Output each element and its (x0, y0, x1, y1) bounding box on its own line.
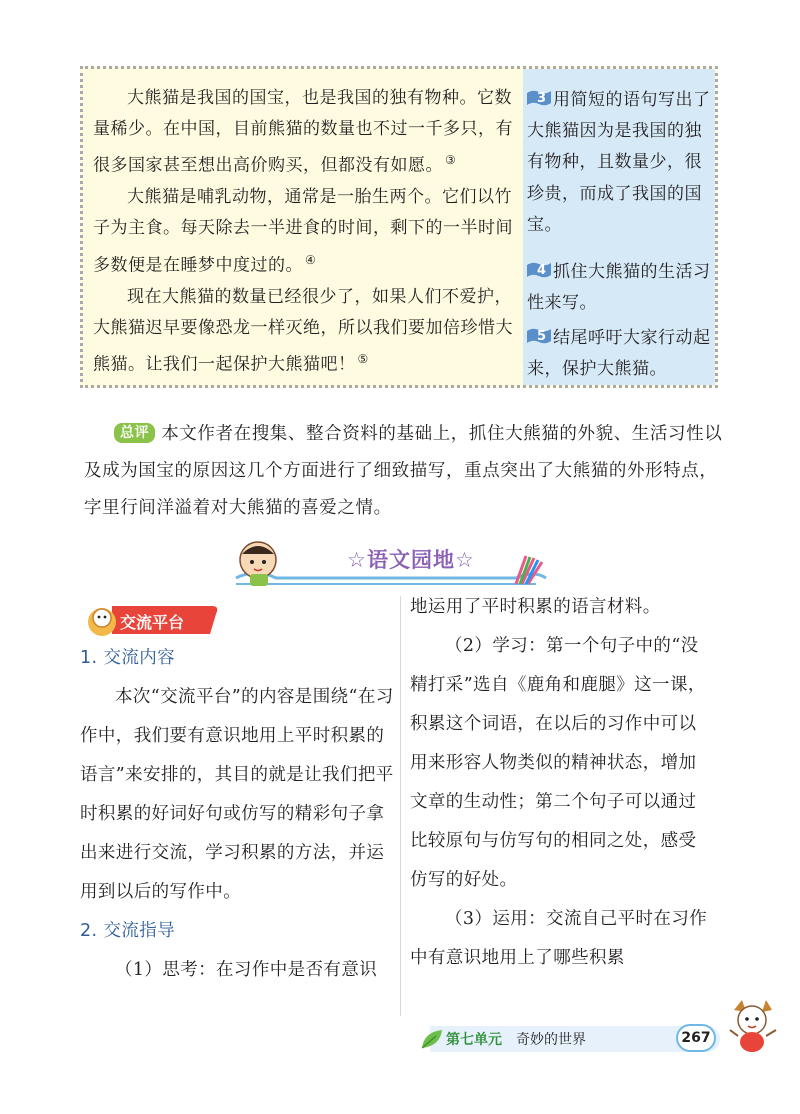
right-paragraph-0: 地运用了平时积累的语言材料。 (410, 597, 661, 617)
page-number: 267 (676, 1024, 716, 1052)
note-5: 5 结尾呼吁大家行动起来，保护大熊猫。 (527, 328, 711, 380)
footer-unit: 第七单元 (446, 1032, 502, 1048)
mascot-icon (722, 996, 782, 1056)
summary (84, 416, 724, 527)
right-paragraph-2: （3）运用：交流自己平时在习作中有意识地用上了哪些积累 (410, 909, 708, 968)
summary-tag: 总评 (114, 423, 155, 443)
note-badge-icon: 5 (527, 327, 551, 345)
column-divider (400, 596, 401, 1016)
right-column (410, 588, 710, 978)
page-footer (400, 1022, 800, 1056)
side-notes (523, 69, 715, 385)
mark-5: ⑤ (357, 351, 369, 366)
summary-text: 本文作者在搜集、整合资料的基础上，抓住大熊猫的外貌、生活习性以及成为国宝的原因这几个方面进行了细致描写，重点突出了大熊猫的外形特点，字里行间洋溢着对大熊猫的喜爱之情。 (84, 424, 723, 518)
note-badge-icon: 3 (527, 89, 551, 107)
left-paragraph-2: （1）思考：在习作中是否有意识 (115, 960, 378, 980)
essay-paragraph-3: 现在大熊猫的数量已经很少了，如果人们不爱护，大熊猫迟早要像恐龙一样灭绝，所以我们要加倍珍惜大熊猫。让我们一起保护大熊猫吧！ ⑤ (93, 286, 513, 375)
banner-title: ☆语文园地☆ (347, 548, 475, 572)
essay-paragraph-1: 大熊猫是我国的国宝，也是我国的独有物种。它数量稀少。在中国，目前熊猫的数量也不过一千多只，有很多国家甚至想出高价购买，但都没有如愿。 ③ (93, 88, 513, 177)
essay-box (80, 66, 718, 388)
section-tag-label: 交流平台 (120, 613, 185, 632)
essay-text (93, 83, 517, 381)
heading-exchange-guide: 2. 交流指导 (80, 921, 176, 941)
essay-paragraph-2: 大熊猫是哺乳动物，通常是一胎生两个。它们以竹子为主食。每天除去一半进食的时间，剩下的一半时间多数便是在睡梦中度过的。 ④ (93, 187, 513, 276)
leaf-icon (420, 1028, 444, 1050)
left-paragraph-1: 本次“交流平台”的内容是围绕“在习作中，我们要有意识地用上平时积累的语言”来安排的，其目的就是让我们把平时积累的好词好句或仿写的精彩句子拿出来进行交流，学习积累的方法，并运用到以后的写作中。 (80, 687, 394, 902)
mark-3: ③ (445, 153, 457, 168)
right-paragraph-1: （2）学习：第一个句子中的“没精打采”选自《鹿角和鹿腿》这一课，积累这个词语，在以后的习作中可以用来形容人物类似的精神状态，增加文章的生动性；第二个句子可以通过比较原句与仿写句的相同之处，感受仿写的好处。 (410, 636, 706, 890)
note-badge-icon: 4 (527, 261, 551, 279)
left-column (80, 600, 400, 990)
note-4: 4 抓住大熊猫的生活习性来写。 (527, 262, 711, 314)
footer-unit-title: 奇妙的世界 (516, 1032, 586, 1048)
heading-exchange-content: 1. 交流内容 (80, 648, 176, 668)
note-3: 3 用简短的语句写出了大熊猫因为是我国的独有物种，且数量少，很珍贵，而成了我国的国宝。 (527, 90, 711, 235)
section-banner (216, 534, 556, 594)
mark-4: ④ (305, 252, 317, 267)
